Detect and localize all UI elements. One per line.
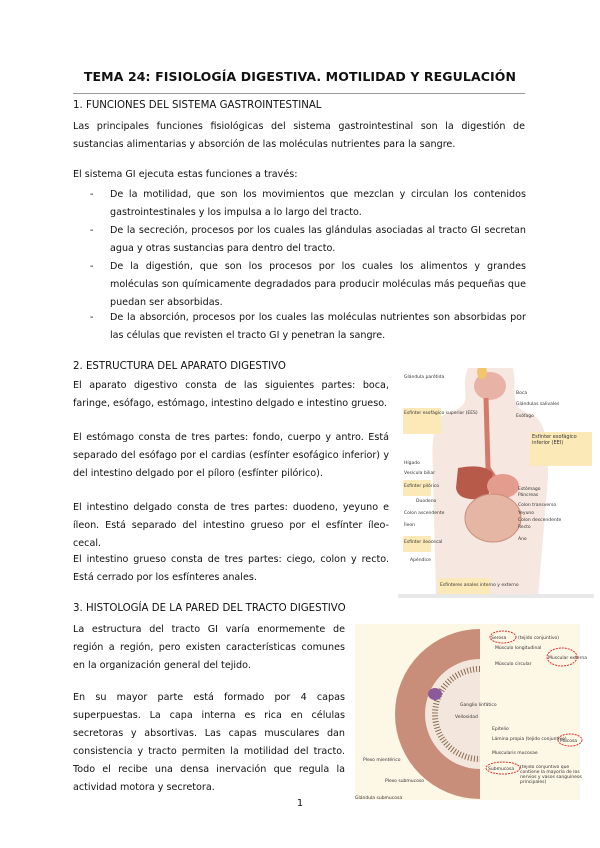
fig-label: Plexo submucoso — [385, 779, 424, 784]
bullet-dash: - — [90, 225, 94, 236]
fig-label: Esfínter ileocecal — [404, 540, 443, 545]
fig-label: Íleon — [404, 523, 415, 528]
bullet-text: De la digestión, que son los procesos por los cuales los alimentos y grandes moléculas son químicamente degradados para producir moléculas más pequeñas que puedan ser absorbidas. — [110, 261, 526, 308]
section-1-heading: 1. FUNCIONES DEL SISTEMA GASTROINTESTINAL — [73, 100, 322, 111]
fig-label: Colon ascendente — [404, 511, 445, 516]
fig-label: Esófago — [516, 414, 534, 419]
fig-label: Ganglio linfático — [460, 703, 497, 708]
gi-wall-histology-figure — [355, 624, 595, 804]
s2-paragraph-2: El estómago consta de tres partes: fondo, cuerpo y antro. Está separado del esófago por el cardias (esfínter esofágico inferior) y del intestino delgado por el píloro (esfínter pilórico). — [73, 432, 389, 479]
fig-label: Muscular externa — [548, 656, 587, 661]
fig-label: Colon descendente — [518, 518, 562, 523]
fig-label: Serosa — [491, 636, 507, 641]
fig-label: Plexo mientérico — [363, 758, 401, 763]
fig-label: Vesícula biliar — [404, 471, 436, 476]
fig-label: Boca — [516, 391, 528, 396]
s2-paragraph-1: El aparato digestivo consta de las siguientes partes: boca, faringe, esófago, estómago, intestino delgado e intestino grueso. — [73, 380, 389, 409]
fig-label: Apéndice — [410, 558, 431, 563]
fig-label: Duodeno — [416, 499, 437, 504]
fig-label: Páncreas — [518, 493, 539, 498]
bullet-text: De la absorción, procesos por los cuales las moléculas nutrientes son absorbidas por las células que revisten el tracto GI y penetran la sangre. — [110, 312, 526, 341]
s2-paragraph-3: El intestino delgado consta de tres partes: duodeno, yeyuno e íleon. Está separado del intestino grueso por el esfínter íleo-cecal. — [73, 502, 389, 549]
bullet-dash: - — [90, 189, 94, 200]
fig-label: Ano — [518, 537, 527, 542]
fig-label: Esfínteres anales interno y externo — [440, 583, 519, 588]
fig-label: Colon transverso — [518, 503, 557, 508]
fig-label: Submucosa — [488, 767, 515, 772]
title-divider — [73, 93, 525, 94]
lymph-node-shape — [428, 688, 442, 700]
fig-label: (tejido conjuntivo) — [518, 636, 560, 641]
fig-label: Esfínter pilórico — [404, 484, 440, 489]
fig-label: (tejido conjuntivo que contiene la mayoría de los nervios y vasos sanguíneos principales) — [520, 765, 582, 785]
fig-label: Músculo longitudinal — [495, 646, 542, 651]
bullet-dash: - — [90, 261, 94, 272]
fig-label: Muscularis mucosae — [492, 751, 538, 756]
fig-label: Esfínter esofágico superior (EES) — [404, 411, 478, 416]
fig-label: Yeyuno — [518, 511, 535, 516]
fig-label: Glándulas salivales — [516, 402, 560, 407]
s3-paragraph-1: La estructura del tracto GI varía enormemente de región a región, pero existen características comunes en la organización general del tejido. — [73, 624, 345, 671]
fig-label: Glándula submucosa — [355, 796, 403, 801]
fig-label: Vellosidad — [455, 715, 478, 720]
fig-label: Lámina propia (tejido conjuntivo) — [492, 737, 567, 742]
fig-label: Esfínter esofágico inferior (EEI) — [532, 434, 577, 446]
document-title: TEMA 24: FISIOLOGÍA DIGESTIVA. MOTILIDAD Y REGULACIÓN — [83, 69, 517, 84]
bullet-text: De la secreción, procesos por los cuales las glándulas asociadas al tracto GI secretan agua y otras sustancias para dentro del tracto. — [110, 225, 526, 254]
intestine-shape — [465, 494, 521, 542]
s1-paragraph-2: El sistema GI ejecuta estas funciones a través: — [73, 169, 298, 180]
fig-label: Hígado — [404, 461, 420, 466]
fig-label: Músculo circular — [495, 662, 532, 667]
page-number: 1 — [296, 798, 304, 809]
fig-label: Estómago — [518, 487, 541, 492]
digestive-system-figure — [398, 368, 594, 598]
bullet-dash: - — [90, 312, 94, 323]
section-3-heading: 3. HISTOLOGÍA DE LA PARED DEL TRACTO DIGESTIVO — [73, 603, 346, 614]
section-2-heading: 2. ESTRUCTURA DEL APARATO DIGESTIVO — [73, 361, 286, 372]
fig-label: Epitelio — [492, 727, 509, 732]
fig-label: Recto — [518, 525, 531, 530]
s1-paragraph-1: Las principales funciones fisiológicas del sistema gastrointestinal son la digestión de sustancias alimentarias y absorción de las moléculas nutrientes para la sangre. — [73, 121, 525, 150]
s3-paragraph-2: En su mayor parte está formado por 4 capas superpuestas. La capa interna es rica en células secretoras y absortivas. Las capas musculares dan consistencia y tracto permiten la motilidad del tracto. Todo el recibe una densa inervación que regula la actividad motora y secretora. — [73, 692, 345, 793]
bullet-text: De la motilidad, que son los movimientos que mezclan y circulan los contenidos gastrointestinales y los impulsa a lo largo del tracto. — [110, 189, 526, 218]
fig-label: Mucosa — [560, 739, 578, 744]
s2-paragraph-4: El intestino grueso consta de tres partes: ciego, colon y recto. Está cerrado por los esfínteres anales. — [73, 554, 389, 583]
fig-label: Glándula parótida — [404, 375, 445, 380]
